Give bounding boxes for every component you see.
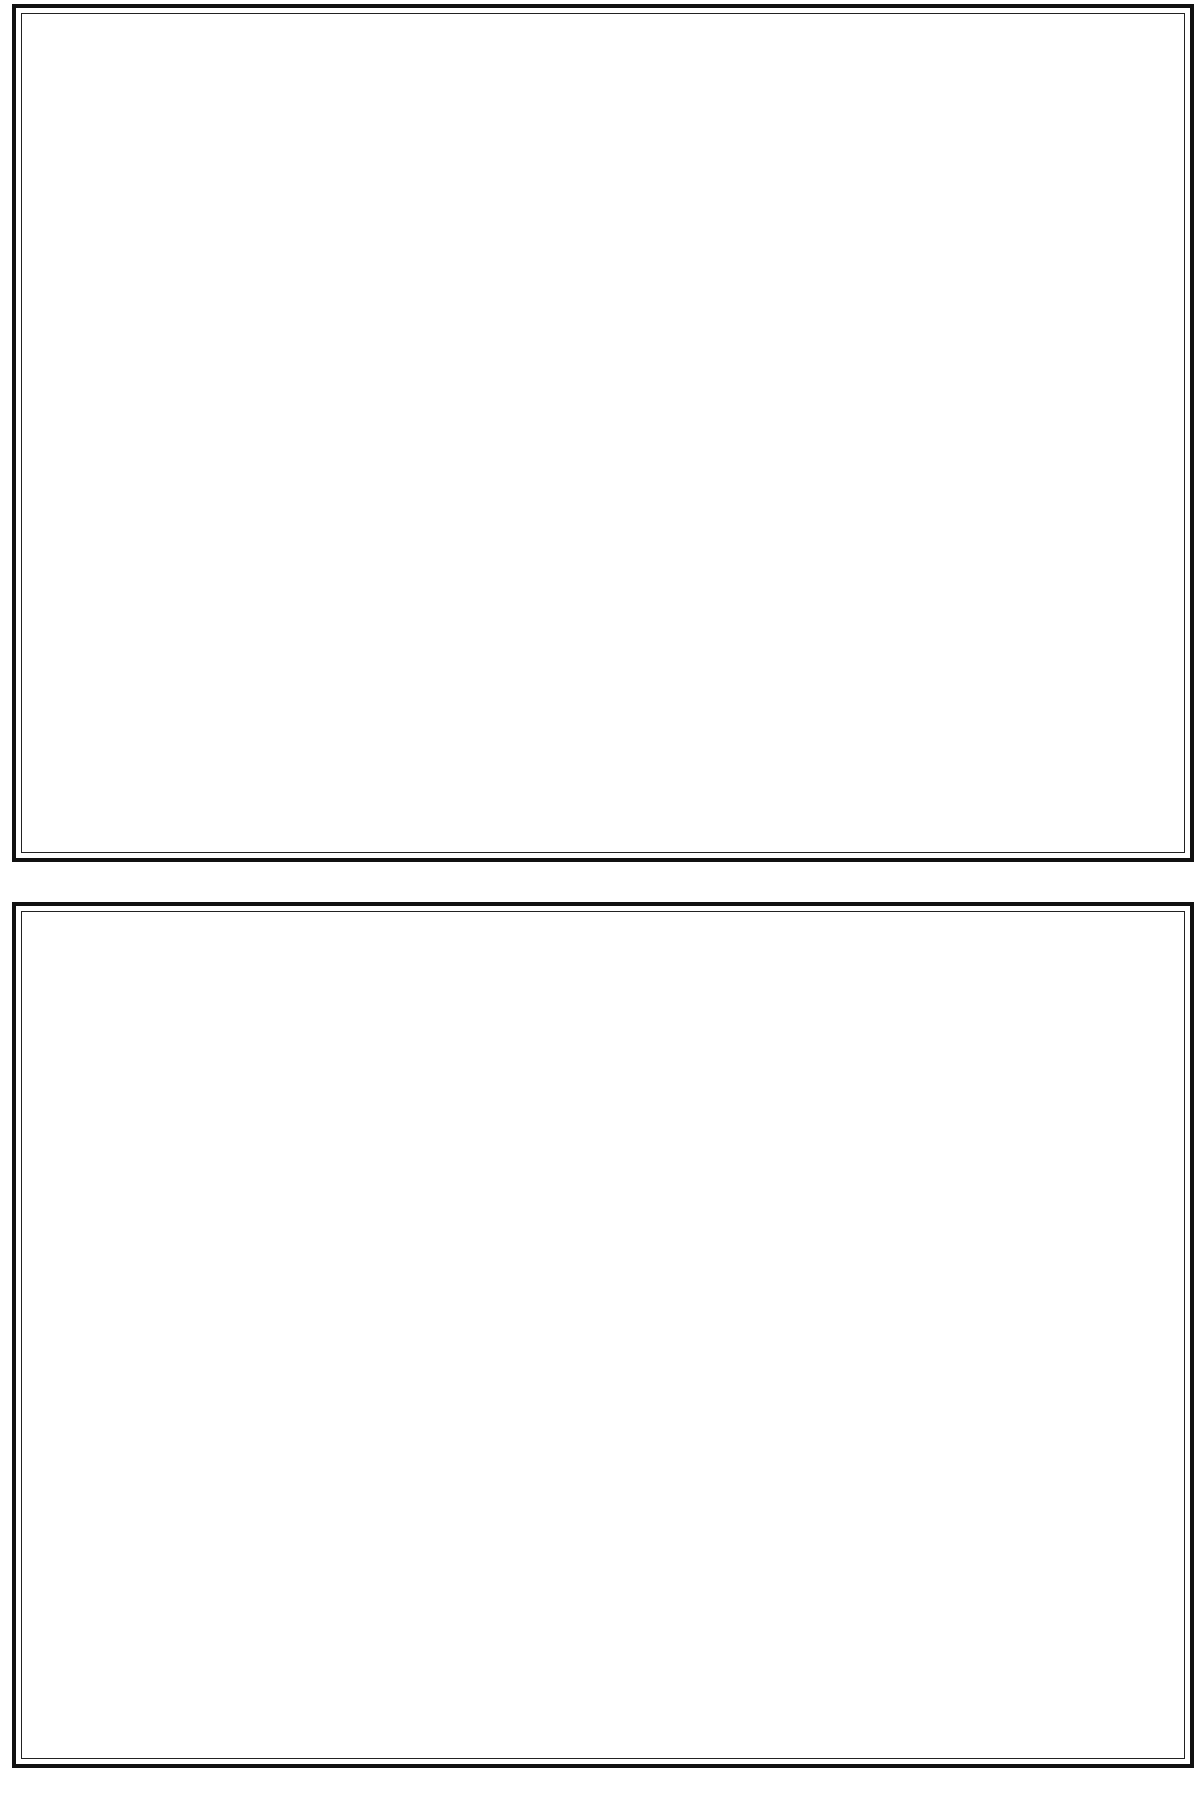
page-top xyxy=(12,4,1194,862)
bottom-columns xyxy=(26,918,1180,1752)
page-bottom xyxy=(12,902,1194,1768)
top-columns xyxy=(26,20,1180,846)
